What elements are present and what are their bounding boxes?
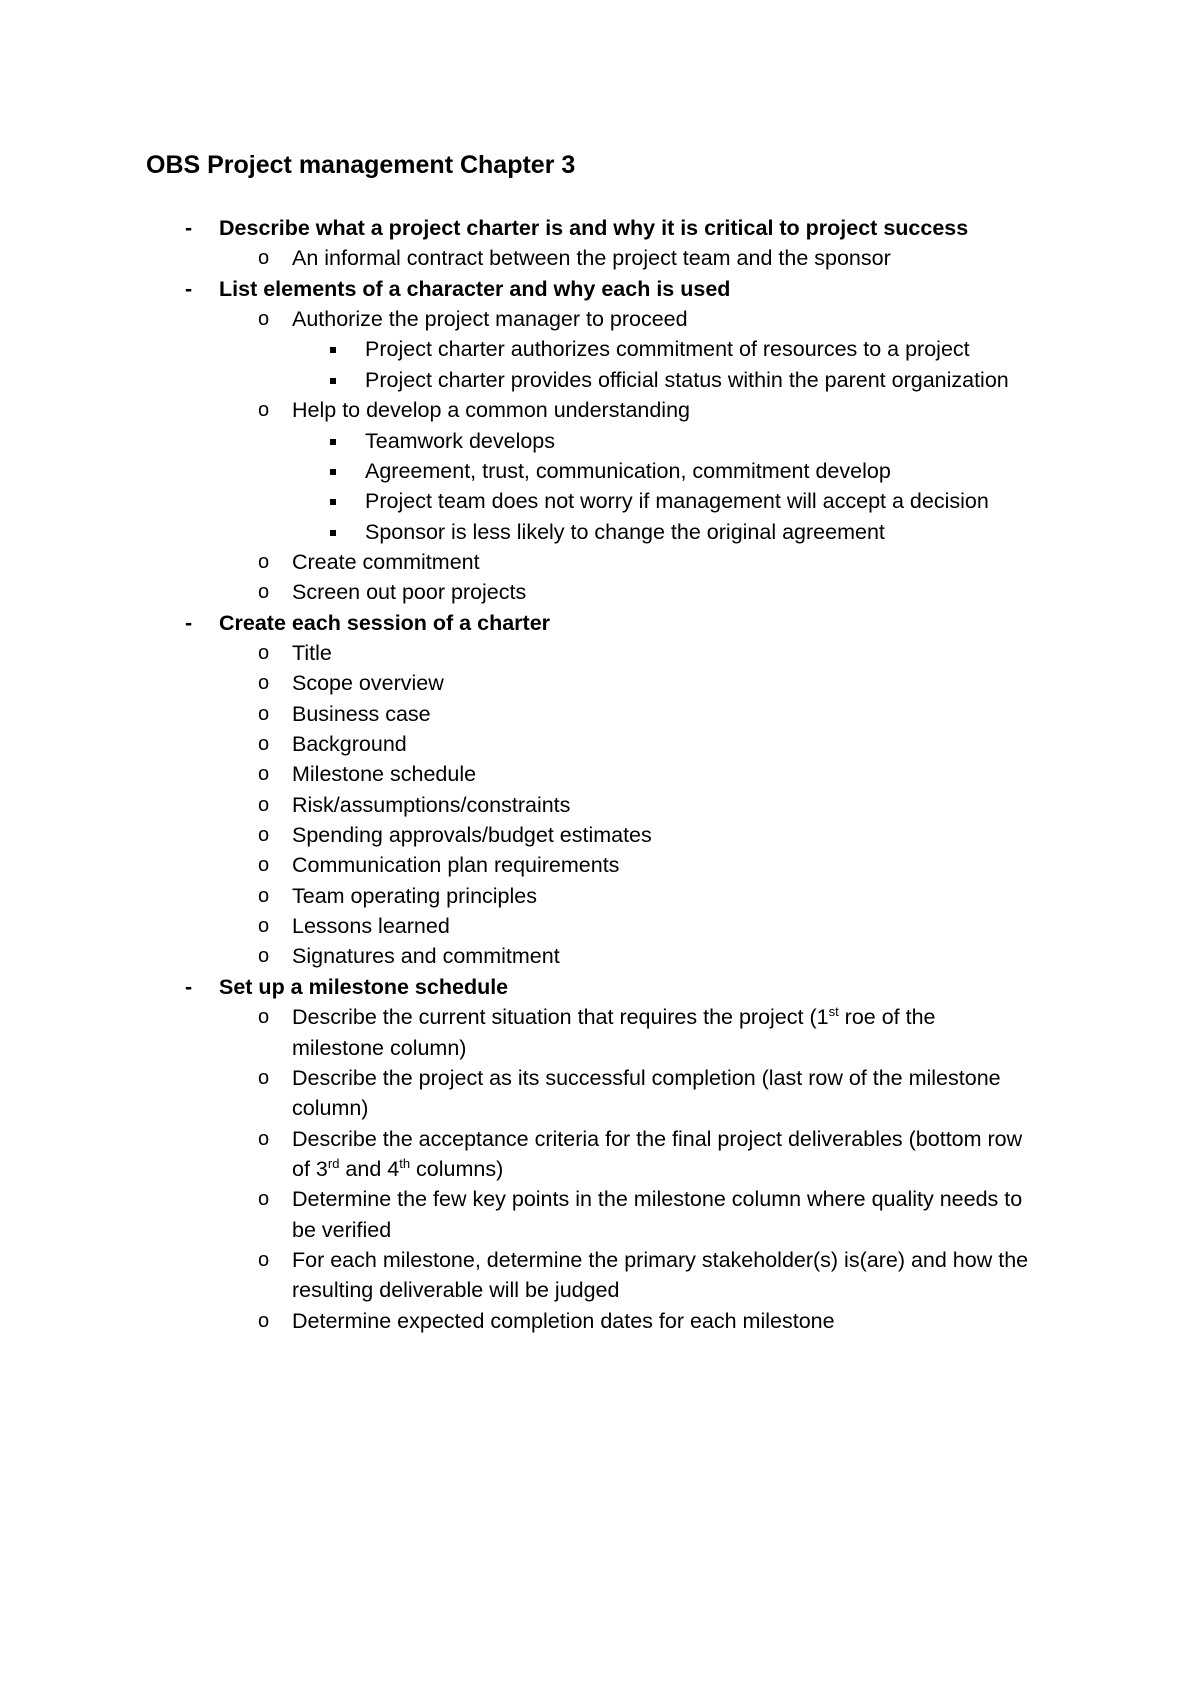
square-bullet-icon — [330, 530, 336, 536]
list-item-level-2 — [258, 1184, 1023, 1215]
list-item-text: Spending approvals/budget estimates — [292, 823, 652, 847]
text-run: roe of the — [838, 1005, 936, 1030]
list-item-text: Sponsor is less likely to change the original agreement — [365, 519, 885, 544]
list-item-continuation — [292, 1093, 368, 1124]
list-item-text: column) — [292, 1096, 369, 1121]
list-item-level-2 — [258, 759, 477, 790]
list-item-text: Project charter authorizes commitment of resources to a project — [365, 337, 970, 362]
list-item-level-3 — [365, 365, 1009, 396]
circle-bullet: o — [258, 399, 270, 422]
list-item-level-2 — [258, 1245, 1029, 1276]
circle-bullet: o — [258, 793, 270, 816]
list-item-text: Agreement, trust, communication, commitment develop — [365, 458, 891, 483]
list-item-text: Create each session of a charter — [219, 610, 551, 635]
circle-bullet: o — [258, 308, 270, 331]
list-item-level-2 — [258, 699, 431, 730]
text-run: Describe the current situation that requires the project (1 — [292, 1005, 829, 1030]
list-item-text: Project charter provides official status within the parent organization — [365, 367, 1009, 392]
list-item-text: An informal contract between the project team and the sponsor — [292, 246, 891, 271]
circle-bullet: o — [258, 702, 270, 725]
circle-bullet: o — [258, 550, 270, 573]
list-item-level-2 — [258, 941, 560, 972]
circle-bullet: o — [258, 641, 270, 664]
list-item-text: For each milestone, determine the primary stakeholder(s) is(are) and how the — [292, 1247, 1029, 1272]
list-item-level-3 — [365, 334, 970, 365]
list-item-text: Lessons learned — [292, 914, 450, 939]
list-item-level-2 — [258, 1124, 1023, 1155]
list-item-text: Background — [292, 732, 407, 756]
dash-bullet: - — [185, 974, 193, 999]
list-item-text: Help to develop a common understanding — [292, 398, 691, 423]
document-title: OBS Project management Chapter 3 — [146, 151, 576, 179]
list-item-text: Communication plan requirements — [292, 853, 620, 878]
list-item-text: Determine expected completion dates for each milestone — [292, 1308, 835, 1333]
list-item-text: Scope overview — [292, 671, 444, 696]
dash-bullet: - — [185, 276, 193, 301]
list-item-text: Create commitment — [292, 549, 480, 574]
circle-bullet: o — [258, 581, 270, 604]
list-item-level-3 — [365, 486, 989, 517]
circle-bullet: o — [258, 945, 270, 968]
list-item-level-3 — [365, 426, 555, 457]
list-item-text: Describe the project as its successful completion (last row of the milestone — [292, 1065, 1001, 1090]
list-item-level-2 — [258, 547, 480, 578]
list-item-text — [292, 1157, 503, 1181]
list-item-level-2 — [258, 911, 450, 942]
circle-bullet: o — [258, 1248, 270, 1271]
list-item-level-2 — [258, 1306, 835, 1337]
list-item-text: Describe the acceptance criteria for the final project deliverables (bottom row — [292, 1126, 1023, 1151]
square-bullet-icon — [330, 347, 336, 353]
circle-bullet: o — [258, 733, 270, 755]
text-run: of 3 — [292, 1156, 328, 1181]
list-item-text: Project team does not worry if management will accept a decision — [365, 489, 989, 514]
list-item-level-1 — [185, 274, 731, 305]
list-item-level-2 — [258, 1063, 1001, 1094]
list-item-level-2 — [258, 638, 332, 669]
list-item-text: Title — [292, 640, 332, 665]
square-bullet-icon — [330, 499, 336, 505]
circle-bullet: o — [258, 1127, 270, 1150]
superscript: th — [399, 1155, 411, 1171]
list-item-level-2 — [258, 395, 691, 426]
list-item-level-2 — [258, 577, 527, 608]
list-item-text: be verified — [292, 1217, 392, 1242]
superscript: st — [828, 1003, 839, 1019]
list-item-text: Authorize the project manager to proceed — [292, 307, 688, 332]
list-item-level-2 — [258, 790, 571, 821]
list-item-level-2 — [258, 668, 444, 699]
square-bullet-icon — [330, 378, 336, 384]
list-item-continuation — [292, 1215, 391, 1246]
list-item-text: Signatures and commitment — [292, 944, 560, 969]
list-item-level-3 — [365, 517, 885, 548]
circle-bullet: o — [258, 824, 270, 846]
text-run: and 4 — [339, 1156, 400, 1181]
list-item-text: Risk/assumptions/constraints — [292, 792, 571, 817]
list-item-level-2 — [258, 850, 620, 881]
list-item-text: List elements of a character and why each is used — [219, 276, 731, 301]
list-item-text: milestone column) — [292, 1035, 467, 1060]
circle-bullet: o — [258, 247, 270, 270]
list-item-level-2 — [258, 729, 407, 760]
text-run: columns) — [410, 1156, 504, 1181]
list-item-text: Teamwork develops — [365, 428, 556, 453]
list-item-continuation — [292, 1154, 503, 1185]
list-item-text: Determine the few key points in the milestone column where quality needs to — [292, 1187, 1023, 1212]
superscript: rd — [327, 1155, 340, 1171]
list-item-level-3 — [365, 456, 891, 487]
circle-bullet: o — [258, 854, 270, 877]
list-item-text — [292, 1005, 936, 1029]
list-item-level-2 — [258, 304, 688, 335]
list-item-continuation — [292, 1033, 466, 1064]
list-item-text: Team operating principles — [292, 883, 537, 908]
list-item-text: Set up a milestone schedule — [219, 974, 509, 999]
list-item-continuation — [292, 1275, 619, 1306]
circle-bullet: o — [258, 915, 270, 938]
list-item-level-1 — [185, 972, 509, 1003]
square-bullet-icon — [330, 469, 336, 475]
circle-bullet: o — [258, 1309, 270, 1332]
circle-bullet: o — [258, 672, 270, 695]
dash-bullet: - — [185, 216, 193, 240]
list-item-level-1 — [185, 213, 969, 244]
circle-bullet: o — [258, 884, 270, 907]
list-item-level-2 — [258, 1002, 936, 1033]
list-item-text: Describe what a project charter is and why it is critical to project success — [219, 216, 969, 240]
square-bullet-icon — [330, 439, 336, 445]
dash-bullet: - — [185, 610, 193, 635]
list-item-level-2 — [258, 820, 652, 851]
circle-bullet: o — [258, 1006, 270, 1029]
list-item-level-2 — [258, 881, 537, 912]
list-item-level-1 — [185, 608, 551, 639]
list-item-text: Milestone schedule — [292, 762, 477, 787]
circle-bullet: o — [258, 1066, 270, 1089]
list-item-level-2 — [258, 243, 891, 274]
list-item-text: resulting deliverable will be judged — [292, 1278, 620, 1303]
circle-bullet: o — [258, 763, 270, 786]
circle-bullet: o — [258, 1188, 270, 1211]
list-item-text: Screen out poor projects — [292, 580, 527, 605]
list-item-text: Business case — [292, 701, 431, 726]
